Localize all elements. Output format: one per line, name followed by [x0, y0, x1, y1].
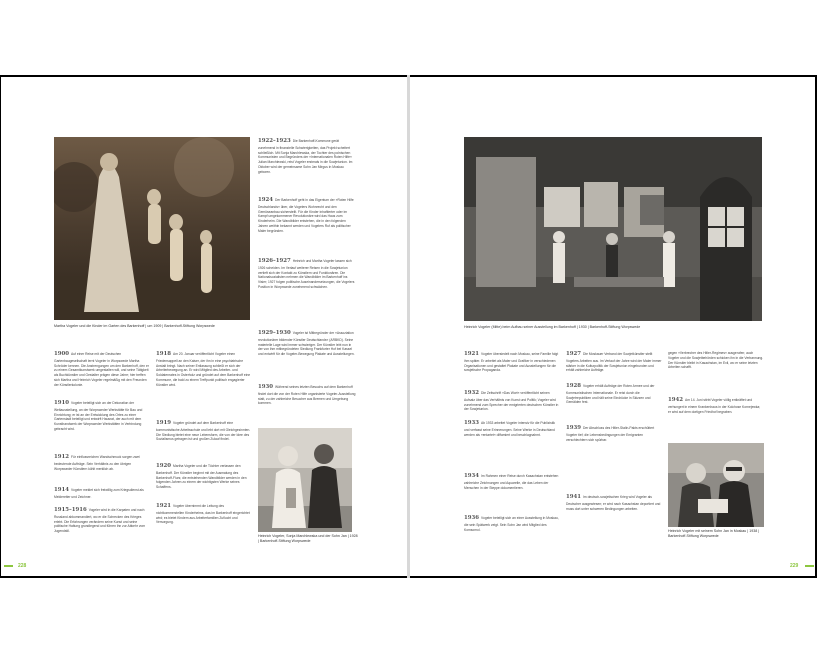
timeline-entry-1919 [156, 420, 252, 442]
timeline-entry-1936 [464, 515, 560, 532]
timeline-entry-1900 [54, 351, 150, 387]
entry-year: 1928 [566, 383, 582, 389]
entry-text: Während seines letzten Besuchs auf dem Barkenhoff findet dort die von der Roten Hilfe organisierte Vogeler-Ausstellung statt, zu der zahlreiche Besucher aus Bremen und Umgebung kommen. [258, 385, 356, 406]
entry-text: Vogeler beteiligt sich an der Dekoration der Weltausstellung, an der Worpsweder Werkstätte für Bau und Einrichtung; er ist an der Entwicklung des Ortes zu einer Gartenstadt beteiligt und entwirft Hausrat, der auch mit dem Kunsthandwerk der Worpsweder Werkstätten in Verbindung gebracht wird. [54, 401, 143, 431]
entry-text: Im deutsch-sowjetischen Krieg wird Vogeler als Deutscher ausgewiesen; er wird nach Kasachstan deportiert und muss dort unter schweren Bedingungen arbeiten. [566, 495, 661, 511]
timeline-entry-1929 [258, 330, 356, 357]
timeline-entry-1914 [54, 487, 150, 500]
entry-year: 1919 [156, 420, 172, 426]
timeline-entry-1920 [156, 463, 252, 490]
entry-year: 1941 [566, 494, 582, 500]
photo-garden [54, 137, 250, 320]
caption-garden: Martha Vogeler und die Kinder im Garten des Barkenhoff | um 1909 | Barkenhoff-Stiftung Worpswede [54, 324, 215, 328]
photo-garden-image [54, 137, 250, 320]
photo-studio [464, 137, 762, 321]
timeline-entry-1910 [54, 400, 150, 432]
entry-year: 1932 [464, 390, 480, 396]
entry-year: 1926–1927 [258, 258, 291, 264]
page-marker-right [805, 565, 814, 567]
timeline-entry-1926 [258, 258, 356, 290]
timeline-entry-1921-right [464, 351, 560, 373]
timeline-entry-1934 [464, 473, 560, 490]
entry-year: 1900 [54, 351, 70, 357]
entry-year: 1914 [54, 487, 70, 493]
entry-year: 1930 [258, 384, 274, 390]
timeline-entry-1941 [566, 494, 662, 511]
entry-year: 1934 [464, 473, 480, 479]
timeline-entry-1924 [258, 197, 356, 233]
timeline-entry-1930 [258, 384, 356, 406]
entry-year: 1921 [464, 351, 480, 357]
entry-year: 1929–1930 [258, 330, 291, 336]
entry-text: Vogeler gründet auf dem Barkenhoff eine kommunistische Arbeitsschule und lebt dort mit Gleichgesinnten. Die Siedlung bietet eine neue Lebensform, die von der Idee des Sozialismus getragen ist und großen Zulauf findet. [156, 421, 251, 442]
timeline-entry-1932 [464, 390, 560, 412]
photo-bench [258, 428, 352, 532]
entry-text: Martha Vogeler und die Töchter verlassen den Barkenhoff. Der Künstler beginnt mit der Ausmalung des Barkenhoff-Flurs; die entstehenden Wandbilder werden in den folgenden Jahren zu einem der wichtigsten Werke seines Schaffens. [156, 464, 247, 490]
entry-text: Der Abschluss des Hitler-Stalin-Pakts erschüttert Vogeler tief; die Lebensbedingungen der Emigranten verschlechtern sich spürbar. [566, 426, 655, 442]
entry-text: Vogeler übernimmt die Leitung des nichtkommerziellen Kinderheims, das im Barkenhoff eingerichtet wird; es bietet Kindern aus Arbeiterfamilien Zuflucht und Versorgung. [156, 504, 250, 525]
entry-text: Vogeler ist Mitbegründer der »Assoziation revolutionärer bildender Künstler Deutschlands« (ARBKD). Seine materielle Lage wird immer schwieriger. Der Künstler lebt nun in der von ihm mitbegründeten Siedlung Frankfurter Hof bei Kassel und entwirft für die Vogeler-Bewegung Plakate und Ausstellungen. [258, 331, 355, 357]
entry-year: 1921 [156, 503, 172, 509]
timeline-entry-1918 [156, 351, 252, 387]
entry-year: 1910 [54, 400, 70, 406]
entry-year: 1912 [54, 454, 70, 460]
entry-year: 1942 [668, 397, 684, 403]
entry-text: Am 20. Januar veröffentlicht Vogeler einen Friedensappell an den Kaiser, der ihn in eine psychiatrische Anstalt bringt. Nach seiner Entlassung schließt er sich der Arbeiterbewegung an. Er wird Mitglied des Arbeiter- und Soldatenrates in Osterholz und gründet auf dem Barkenhoff eine Kommune, die bald zu einem Treffpunkt politisch engagierter Künstler wird. [156, 352, 251, 387]
entry-year: 1920 [156, 463, 172, 469]
entry-text: Vogeler wird in die Karpaten und nach Russland abkommandiert, wo er die Schrecken des Krieges erlebt. Die Erfahrungen verändern seine Kunst und seine politische Haltung grundlegend und führen ihn zur Abkehr vom Jugendstil. [54, 508, 146, 534]
book-gutter [407, 75, 410, 578]
entry-year: 1939 [566, 425, 582, 431]
caption-studio: Heinrich Vogeler (Mitte) beim Aufbau seiner Ausstellung im Barkenhoff | 1930 | Barkenhoff-Stiftung Worpswede [464, 325, 641, 329]
timeline-entry-1921-left [156, 503, 252, 525]
timeline-entry-1927 [566, 351, 662, 373]
entry-year: 1915–1916 [54, 507, 87, 513]
entry-text: Die Barkenhoff-Kommune gerät zunehmend in finanzielle Schwierigkeiten, das Projekt scheitert schließlich. Mit Sonja Marchlewska, der Tochter des polnischen Kommunisten und Begründers der »Internationalen Roten Hilfe« Julian Marchlewski, reist Vogeler erstmals in die Sowjetunion. Im Oktober wird der gemeinsame Sohn Jan Mirgus in Moskau geboren. [258, 139, 353, 174]
photo-studio-image [464, 137, 762, 321]
entry-year: 1918 [156, 351, 172, 357]
entry-text: Heinrich und Martha Vogeler lassen sich 1926 scheiden. Im Verlauf weiterer Reisen in die Sowjetunion vertieft sich der Kontakt zu Künstlern und Funktionären. Die Nationalsozialisten nehmen die Wandbilder im Barkenhoff ins Visier; 1927 folgen politische Auseinandersetzungen, die Vogelers Position in Worpswede zunehmend schwächen. [258, 259, 355, 289]
entry-year: 1924 [258, 197, 274, 203]
timeline-entry-1915 [54, 507, 150, 534]
entry-text: Am 14. Juni stirbt Vogeler völlig entkräftet und verhungert in einem Krankenhaus in der Kolchose Kornejewka; er wird auf dem dortigen Friedhof begraben. [668, 398, 761, 414]
timeline-entry-continued [668, 351, 764, 370]
entry-text: Die Moskauer Verband der Sowjetkünstler stellt Vogelers Arbeiten aus. Im Verlauf der Jahre wird der Maler immer stärker in die Kulturpolitik der Sowjetunion eingebunden und erhält zahlreiche Aufträge. [566, 352, 662, 373]
entry-year: 1933 [464, 420, 480, 426]
entry-text: Die Zeitschrift »Das Wort« veröffentlicht seinen Aufsatz über das Verhältnis von Kunst und Politik; Vogeler wird zunehmend zum Sprecher der emigrierten deutschen Künstler in der Sowjetunion. [464, 391, 559, 412]
entry-text: Vogeler erhält Aufträge der Roten Armee und der Kommunistischen Internationale. Er reist durch die Sowjetrepubliken und hält seine Eindrücke in Skizzen und Gemälden fest. [566, 384, 655, 405]
caption-bench: Heinrich Vogeler, Sonja Marchlewska und der Sohn Jan | 1928 | Barkenhoff-Stiftung Worpswede [258, 534, 358, 544]
photo-sons [668, 443, 764, 527]
caption-sons: Heinrich Vogeler mit seinem Sohn Jan in Moskau | 1938 | Barkenhoff-Stiftung Worpswede [668, 529, 760, 539]
entry-text: gegen »Verbrecher des Hitler-Regimes« ausgerufen; auch Vogeler und die Sowjetbehörden schicken ihn in die Verbannung. Der Künstler bleibt in Kasachstan, im Exil, wo er seine letzten Arbeiten schafft. [668, 351, 764, 370]
page-number-left: 228 [18, 563, 27, 569]
entry-year: 1936 [464, 515, 480, 521]
entry-text: Ab 1933 arbeitet Vogeler intensiv für die Publizistik und verfasst seine Erinnerungen. Seine Werke in Deutschland werden als »entartet« diffamiert und beschlagnahmt. [464, 421, 556, 437]
timeline-entry-1912 [54, 454, 150, 471]
entry-text: Für einflussreichen Wandschmuck sorgen zwei bedeutende Aufträge. Sein Verhältnis zu den übrigen Worpsweder Künstlern kühlt merklich ab. [54, 455, 140, 471]
entry-text: Vogeler übersiedelt nach Moskau, seine Familie folgt ihm später. Er arbeitet als Maler und Grafiker in verschiedenen Organisationen und gestaltet Plakate und Ausstellungen für die sowjetische Propaganda. [464, 352, 559, 373]
entry-text: Vogeler beteiligt sich an einer Ausstellung in Moskau, die sein Spätwerk zeigt. Sein Sohn Jan wird Mitglied des Komsomol. [464, 516, 559, 532]
page-marker-left [4, 565, 13, 567]
photo-sons-image [668, 443, 764, 527]
photo-bench-image [258, 428, 352, 532]
entry-text: Der Barkenhoff geht in das Eigentum der »Roten Hilfe Deutschlands« über, die Vogelers Wohnrecht und den Gemüseanbau sicherstellt. Für die Kinder inhaftierter oder im Kampf umgekommener Revolutionäre wird das Haus zum Kinderheim. Die Wandbilder entstehen, die in den folgenden Jahren weithin bekannt werden und Vogelers Ruf als politischer Maler begründen. [258, 198, 354, 233]
timeline-entry-1939 [566, 425, 662, 442]
entry-text: Im Rahmen einer Reise durch Kasachstan entstehen zahlreiche Zeichnungen und Aquarelle, die das Leben der Menschen in der Steppe dokumentieren. [464, 474, 559, 490]
entry-text: Auf einer Reise mit der Deutschen Gartenbaugesellschaft lernt Vogeler in Worpswede Martha Schröder kennen. Die Anstrengungen um den Barkenhoff, den er zu einem Gesamtkunstwerk umgestalten will, und seine Tätigkeit als Buchkünstler und Gestalter prägen diese Jahre; hier treffen sich Martha und Heinrich Vogeler regelmäßig mit den Freunden der Künstlerkolonie. [54, 352, 149, 387]
timeline-entry-1928 [566, 383, 662, 405]
timeline-entry-1933 [464, 420, 560, 437]
entry-year: 1927 [566, 351, 582, 357]
timeline-entry-1922 [258, 138, 356, 174]
page-number-right: 229 [790, 563, 799, 569]
entry-text: Vogeler meldet sich freiwillig zum Kriegsdienst als Meldereiter und Zeichner. [54, 488, 144, 499]
timeline-entry-1942 [668, 397, 764, 414]
entry-year: 1922–1923 [258, 138, 291, 144]
